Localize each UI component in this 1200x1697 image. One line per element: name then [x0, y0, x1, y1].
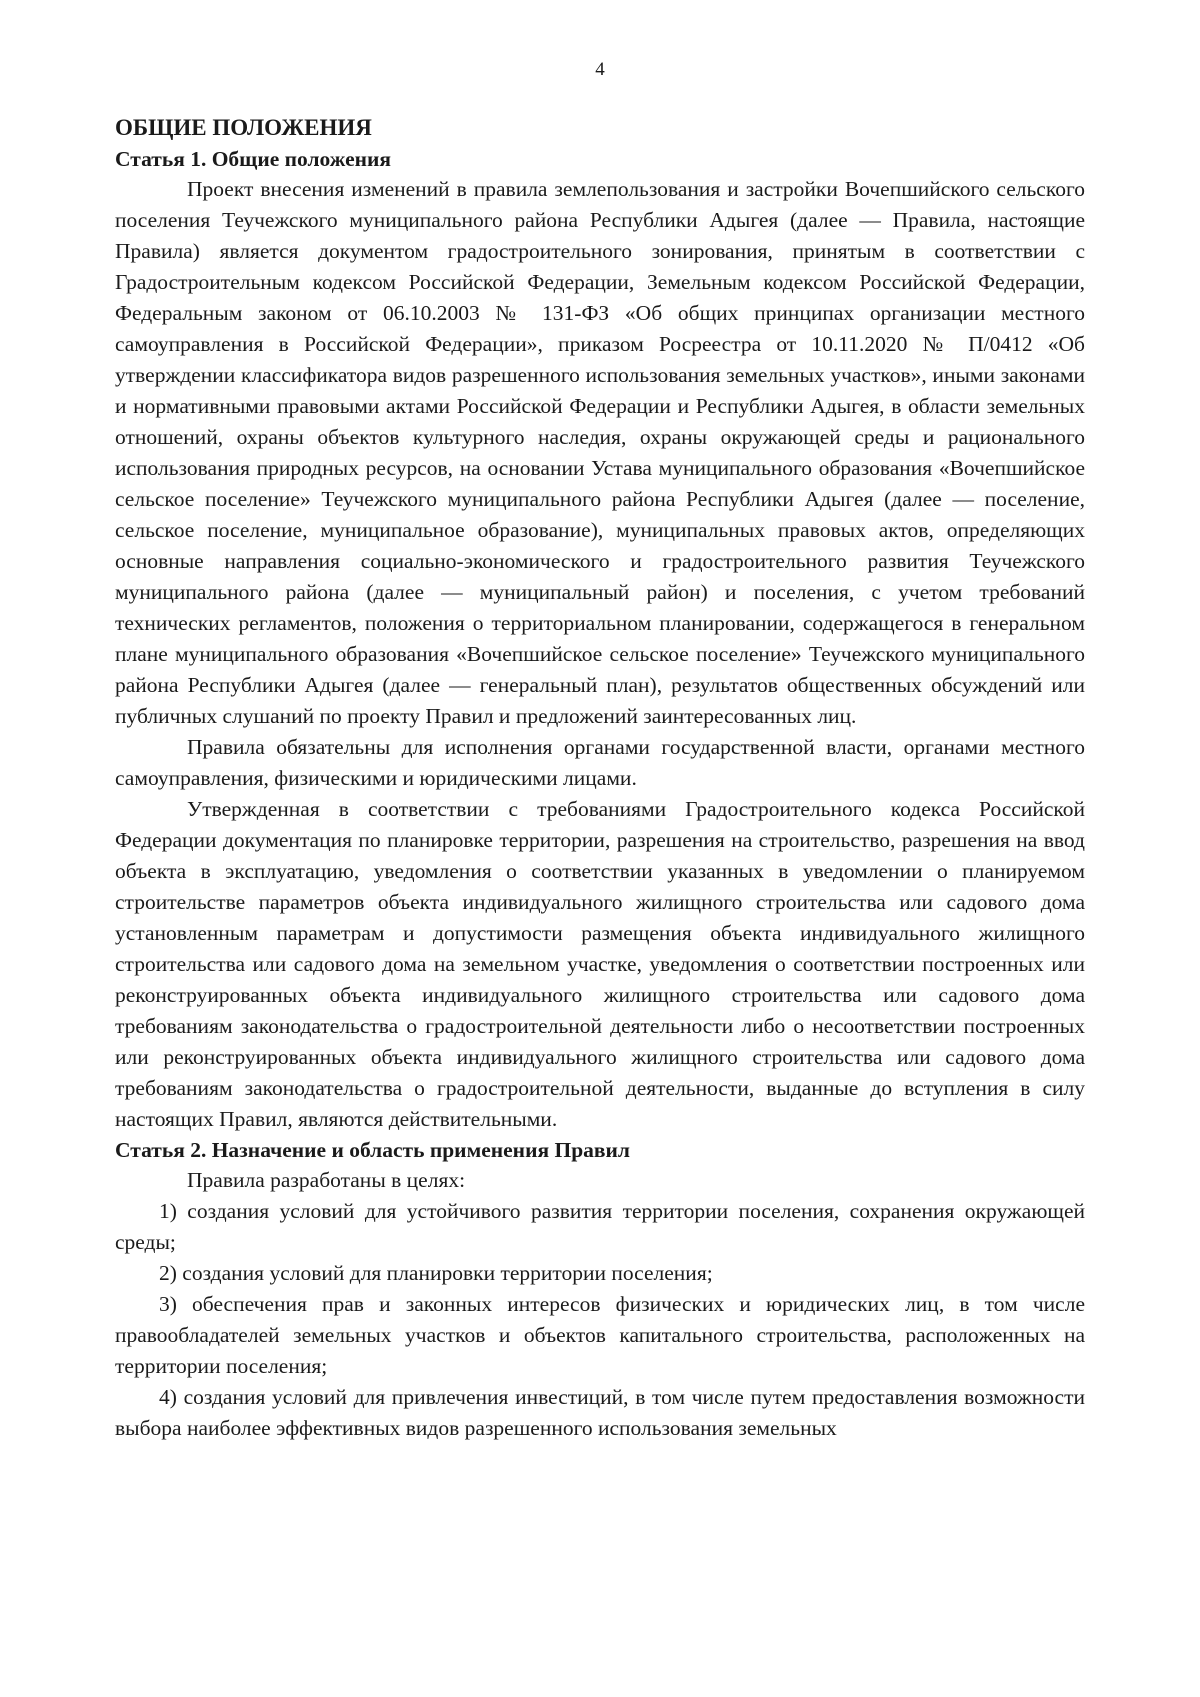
section-title: ОБЩИЕ ПОЛОЖЕНИЯ	[115, 115, 372, 140]
article-1-paragraph: Утвержденная в соответствии с требованиями Градостроительного кодекса Российской Федерации документация по планировке территории, разрешения на строительство, разрешения на ввод объекта в эксплуатацию, уведомления о соответствии указанных в уведомлении о планируемом строительстве параметров объекта индивидуального жилищного строительства или садового дома установленным параметрам и допустимости размещения объекта индивидуального жилищного строительства или садового дома на земельном участке, уведомления о соответствии построенных или реконструированных объекта индивидуального жилищного строительства или садового дома требованиям законодательства о градостроительной деятельности либо о несоответствии построенных или реконструированных объекта индивидуального жилищного строительства или садового дома требованиям законодательства о градостроительной деятельности, выданные до вступления в силу настоящих Правил, являются действительными.	[115, 797, 1085, 1131]
list-item: 2) создания условий для планировки территории поселения;	[159, 1261, 713, 1285]
list-item: 1) создания условий для устойчивого развития территории поселения, сохранения окружающей среды;	[115, 1199, 1085, 1254]
article-1-title: Статья 1. Общие положения	[115, 147, 392, 171]
list-item: 4) создания условий для привлечения инвестиций, в том числе путем предоставления возможности выбора наиболее эффективных видов разрешенного использования земельных	[115, 1385, 1085, 1440]
article-1-paragraph: Проект внесения изменений в правила землепользования и застройки Вочепшийского сельского поселения Теучежского муниципального района Республики Адыгея (далее — Правила, настоящие Правила) является документом градостроительного зонирования, принятым в соответствии с Градостроительным кодексом Российской Федерации, Земельным кодексом Российской Федерации, Федеральным законом от 06.10.2003 № 131-ФЗ «Об общих принципах организации местного самоуправления в Российской Федерации», приказом Росреестра от 10.11.2020 № П/0412 «Об утверждении классификатора видов разрешенного использования земельных участков», иными законами и нормативными правовыми актами Российской Федерации и Республики Адыгея, в области земельных отношений, охраны объектов культурного наследия, охраны окружающей среды и рационального использования природных ресурсов, на основании Устава муниципального образования «Вочепшийское сельское поселение» Теучежского муниципального района Республики Адыгея (далее — поселение, сельское поселение, муниципальное образование), муниципальных правовых актов, определяющих основные направления социально-экономического и градостроительного развития Теучежского муниципального района (далее — муниципальный район) и поселения, с учетом требований технических регламентов, положения о территориальном планировании, содержащегося в генеральном плане муниципального образования «Вочепшийское сельское поселение» Теучежского муниципального района Республики Адыгея (далее — генеральный план), результатов общественных обсуждений или публичных слушаний по проекту Правил и предложений заинтересованных лиц.	[115, 177, 1085, 728]
article-1-paragraph: Правила обязательны для исполнения органами государственной власти, органами местного самоуправления, физическими и юридическими лицами.	[115, 735, 1085, 790]
list-item: 3) обеспечения прав и законных интересов физических и юридических лиц, в том числе правообладателей земельных участков и объектов капитального строительства, расположенных на территории поселения;	[115, 1292, 1085, 1378]
article-2-title: Статья 2. Назначение и область применения Правил	[115, 1138, 630, 1162]
document-body	[115, 112, 1085, 1444]
page-number: 4	[595, 59, 605, 80]
article-2-intro: Правила разработаны в целях:	[187, 1168, 466, 1192]
